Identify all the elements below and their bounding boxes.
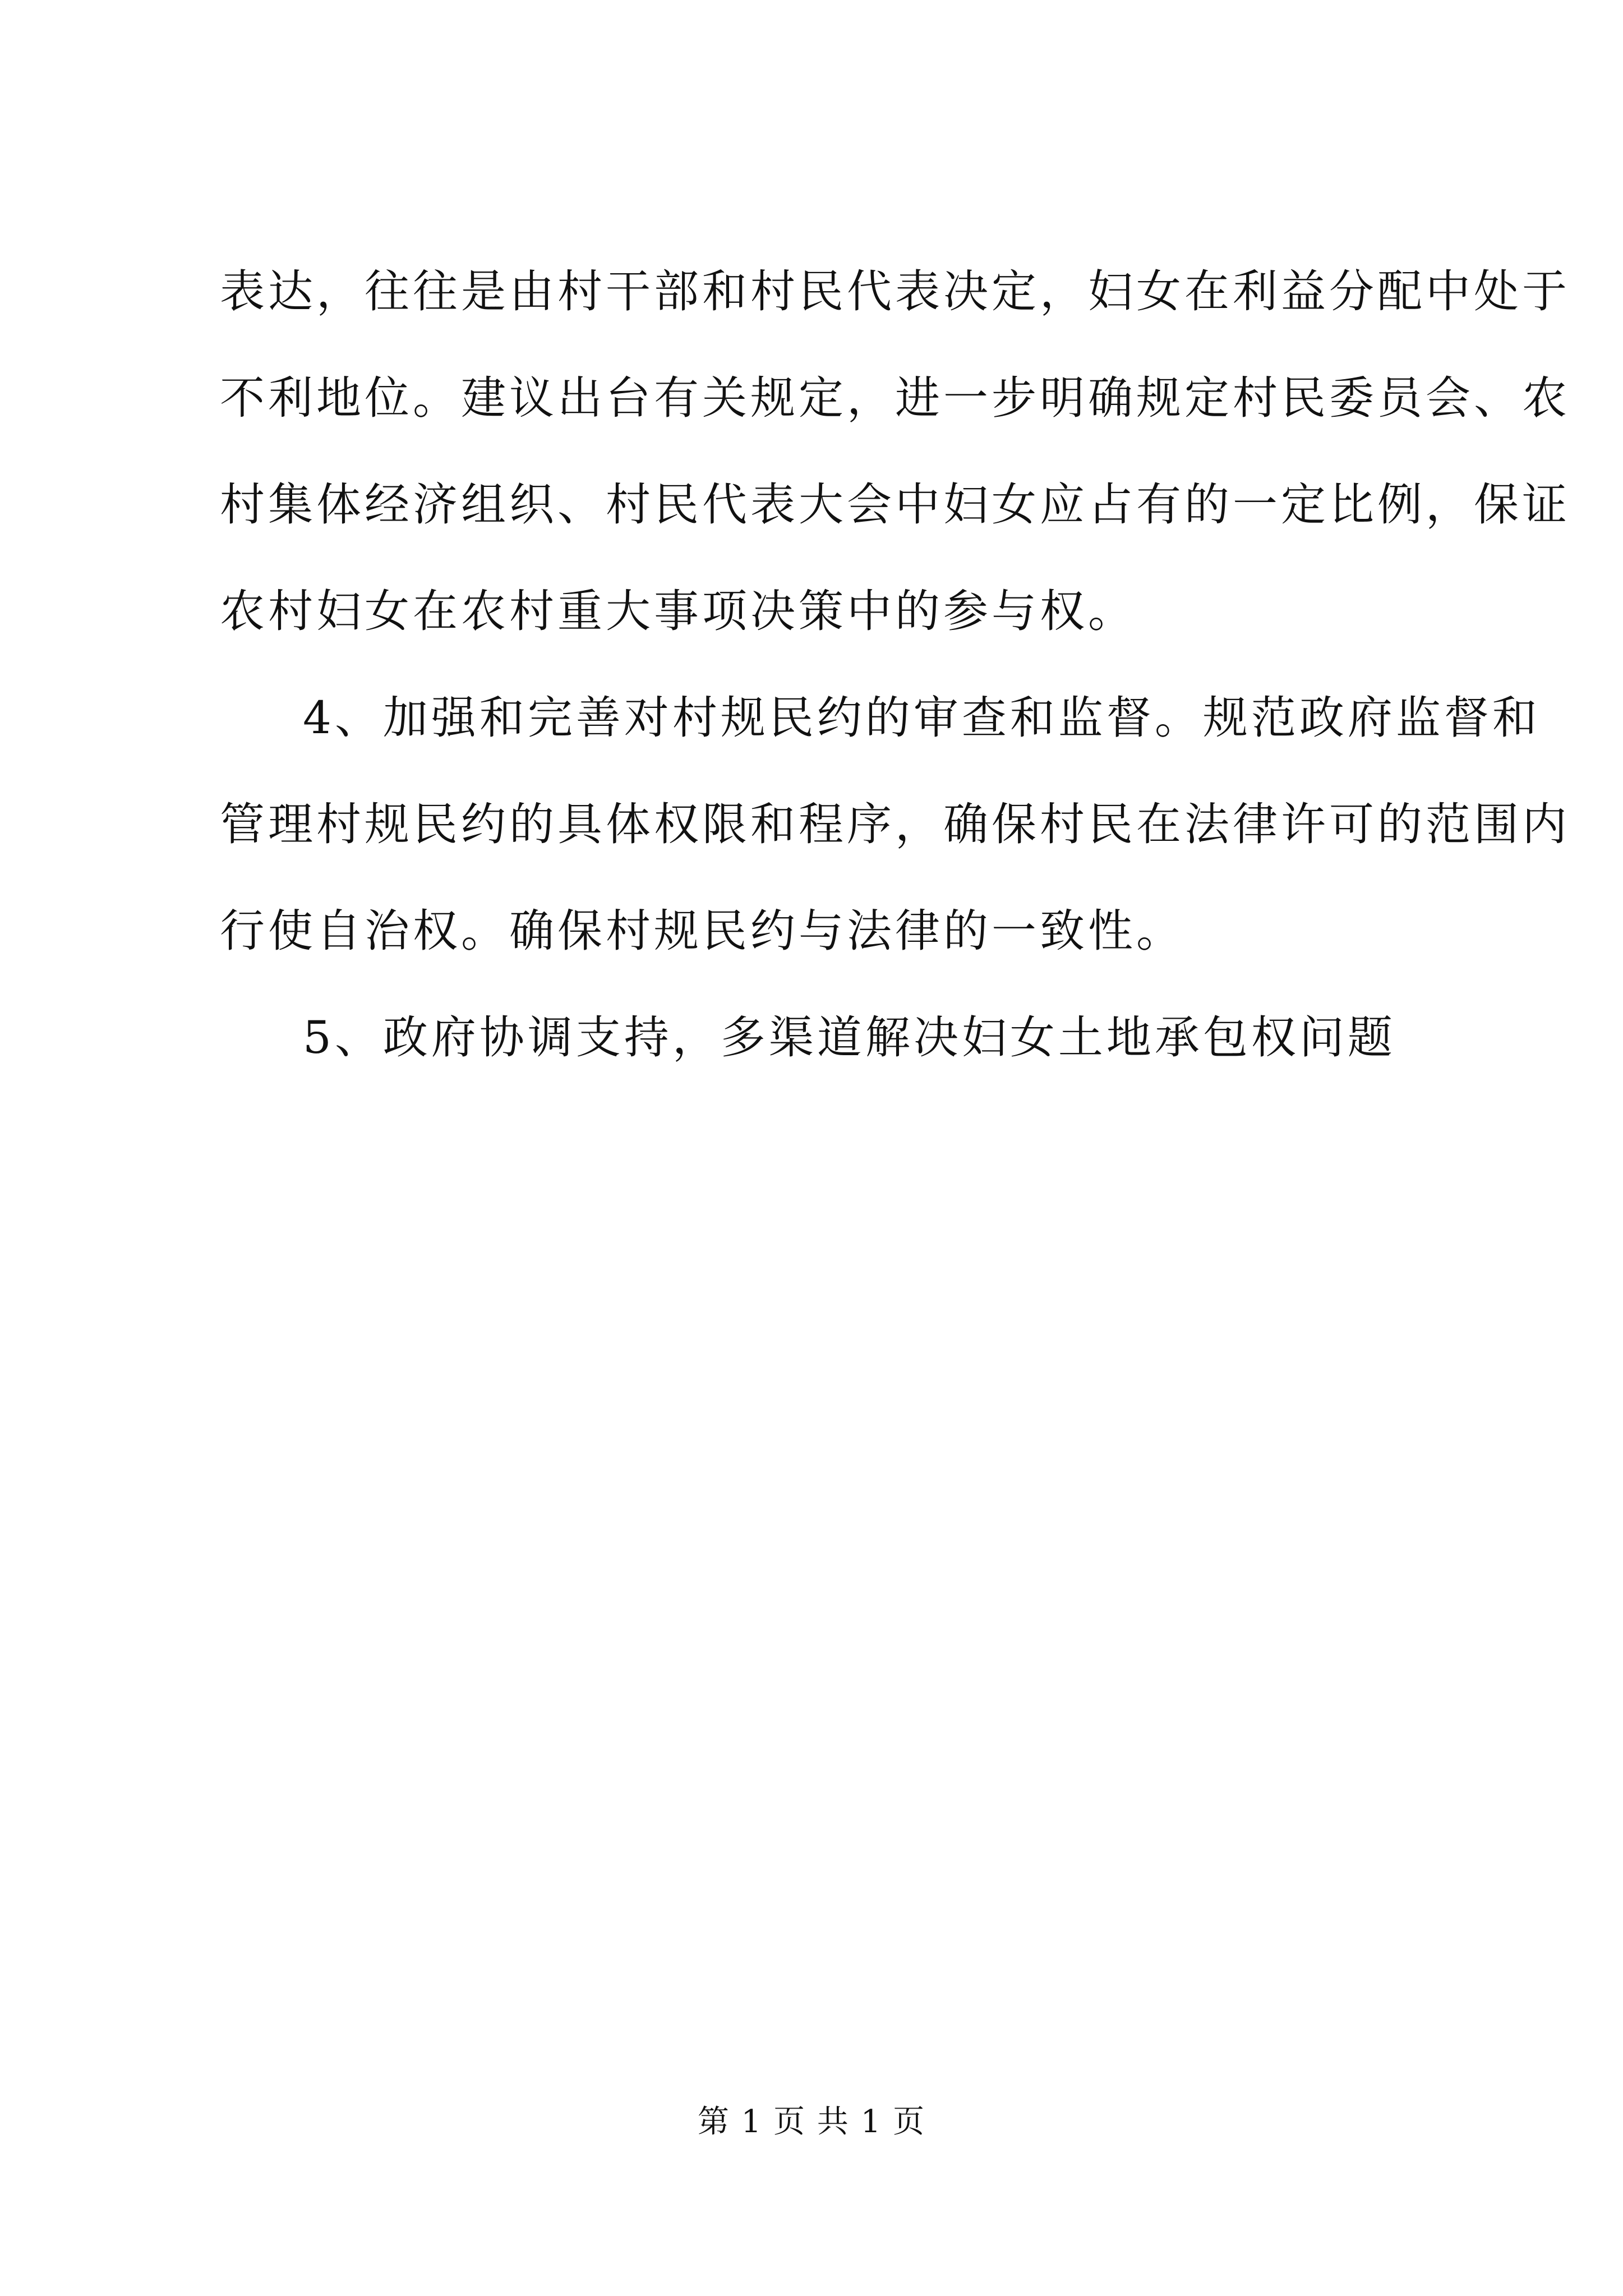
paragraph-line: 管理村规民约的具体权限和程序，确保村民在法律许可的范围内 — [220, 798, 1570, 850]
paragraph-line: 农村妇女在农村重大事项决策中的参与权。 — [220, 585, 1136, 637]
paragraph-line: 5、政府协调支持，多渠道解决妇女土地承包权问题 — [303, 1011, 1396, 1064]
document-body — [220, 264, 1570, 1116]
paragraph-line: 村集体经济组织、村民代表大会中妇女应占有的一定比例，保证 — [220, 478, 1570, 531]
paragraph-line: 不利地位。建议出台有关规定，进一步明确规定村民委员会、农 — [220, 372, 1570, 424]
paragraph-line: 行使自治权。确保村规民约与法律的一致性。 — [220, 905, 1184, 957]
paragraph-line: 4、加强和完善对村规民约的审查和监督。规范政府监督和 — [303, 692, 1541, 744]
paragraph-line: 表达，往往是由村干部和村民代表决定，妇女在利益分配中处于 — [220, 265, 1570, 318]
page-footer: 第 1 页 共 1 页 — [697, 2104, 926, 2140]
